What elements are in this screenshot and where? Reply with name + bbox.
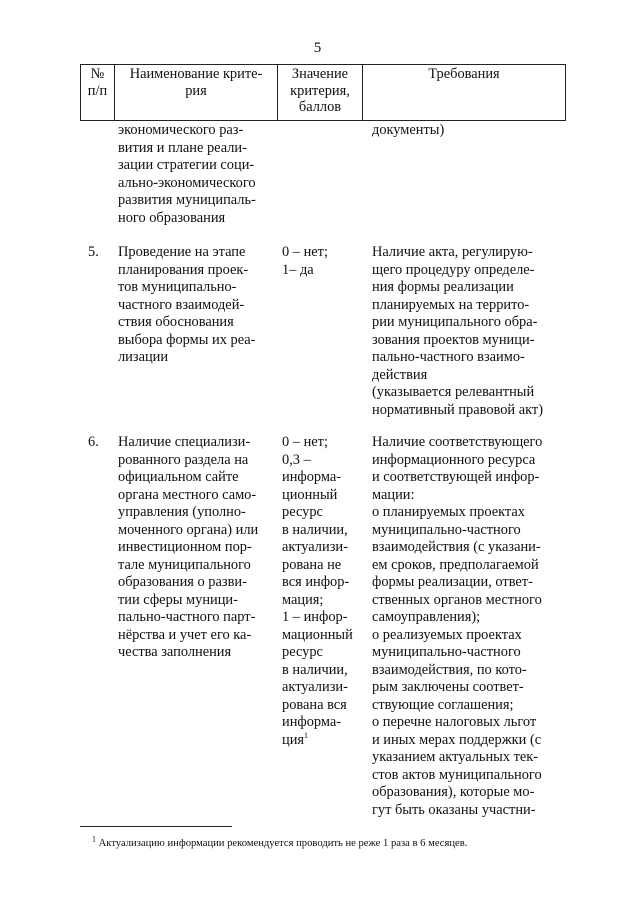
text-line: актуализи- — [282, 679, 348, 695]
text-line: о планируемых проектах — [372, 504, 525, 520]
text-line: и иных мерах поддержки (с — [372, 731, 542, 748]
text-line: мации: — [372, 486, 415, 503]
page-number: 5 — [313, 40, 322, 56]
text-line: ствующие соглашения; — [372, 696, 514, 713]
header-text: баллов — [298, 99, 342, 115]
text-line: в наличии, — [282, 521, 348, 538]
text-line — [282, 732, 362, 750]
text-line: чества заполнения — [118, 644, 232, 660]
text-line: стов актов муниципального — [372, 766, 542, 783]
text-line: самоуправления); — [372, 609, 481, 625]
text-line: официальном сайте — [118, 469, 239, 485]
row-number: 6. — [88, 434, 99, 450]
header-num — [81, 65, 115, 121]
text-line: действия — [372, 366, 428, 383]
text-line: (указывается релевантный — [372, 384, 535, 400]
text-line: муниципально-частного — [372, 644, 521, 660]
header-text: Значение — [291, 66, 349, 82]
text-line: планирования проек- — [118, 261, 249, 278]
text-line: о реализуемых проектах — [372, 626, 522, 643]
text-line: образования о разви- — [118, 574, 247, 590]
text-line: пально-частного парт- — [118, 609, 256, 625]
footnote-mark: 1 — [92, 834, 96, 844]
text-line: информационного ресурса — [372, 451, 536, 468]
text-line: щего процедуру определе- — [372, 261, 535, 278]
footnote — [92, 834, 468, 849]
text-line: информа- — [282, 469, 342, 485]
text-line: зации стратегии соци- — [118, 157, 255, 173]
header-text: п/п — [87, 82, 108, 99]
text-line: развития муниципаль- — [118, 192, 256, 208]
text-line: пально-частного взаимо- — [372, 349, 525, 365]
text-fragment: ция — [282, 731, 305, 748]
text-line: нёрства и учет его ка- — [118, 626, 252, 643]
text-line: 0 – нет; — [282, 244, 328, 260]
text-line: управления (уполно- — [118, 504, 246, 520]
text-line: тии сферы муници- — [118, 591, 238, 608]
text-line: Наличие соответствующего — [372, 434, 543, 450]
header-name — [115, 65, 278, 121]
criterion-req-cell — [372, 434, 555, 819]
text-line: 0,3 – — [282, 451, 311, 468]
criterion-name-cell — [118, 244, 268, 367]
text-line: документы) — [372, 122, 445, 138]
text-line: взаимодействия, по кото- — [372, 661, 527, 678]
footnote-mark: 1 — [304, 730, 309, 740]
text-line: частного взаимодей- — [118, 296, 245, 313]
header-text: критерия, — [290, 82, 350, 99]
header-text: Наименование крите- — [129, 66, 263, 82]
text-line: выбора формы их реа- — [118, 331, 256, 348]
criterion-value-cell — [282, 434, 362, 749]
text-line: о перечне налоговых льгот — [372, 714, 537, 730]
text-line: инвестиционном пор- — [118, 539, 252, 555]
footnote-text: Актуализацию информации рекомендуется проводить не реже 1 раза в 6 месяцев. — [98, 838, 468, 849]
text-line: Наличие специализи- — [118, 434, 251, 450]
text-line: 1– да — [282, 261, 314, 278]
text-line: органа местного само- — [118, 486, 257, 503]
row-number: 5. — [88, 244, 99, 260]
text-line: тов муниципально- — [118, 279, 237, 295]
text-line: мация; — [282, 591, 324, 608]
text-line: ально-экономического — [118, 174, 256, 191]
header-requirements — [363, 65, 566, 121]
text-line: мационный — [282, 626, 353, 643]
continued-req-cell — [372, 122, 555, 140]
text-line: в наличии, — [282, 661, 348, 678]
text-line: Наличие акта, регулирую- — [372, 244, 533, 260]
footnote-divider — [80, 826, 232, 827]
text-line: Проведение на этапе — [118, 244, 246, 260]
text-line: ем сроков, предполагаемой — [372, 556, 539, 573]
text-line: нормативный правовой акт) — [372, 401, 543, 418]
text-line: рована вся — [282, 696, 347, 713]
text-line: рованного раздела на — [118, 451, 249, 468]
text-line: ционный — [282, 486, 338, 503]
text-line: взаимодействия (с указани- — [372, 539, 541, 555]
text-line: рым заключены соответ- — [372, 679, 524, 695]
text-line: вся инфор- — [282, 574, 350, 590]
header-value — [278, 65, 363, 121]
text-line: 1 – инфор- — [282, 609, 348, 625]
text-line: и соответствующей инфор- — [372, 469, 540, 485]
text-line: формы реализации, ответ- — [372, 574, 533, 590]
text-line: гут быть оказаны участни- — [372, 801, 536, 818]
text-line: вития и плане реали- — [118, 139, 247, 156]
text-line: тале муниципального — [118, 556, 251, 573]
text-line: ствия обоснования — [118, 314, 234, 330]
text-line: рована не — [282, 556, 342, 573]
text-line: ресурс — [282, 504, 323, 520]
continued-name-cell — [118, 122, 268, 227]
text-line: рии муниципального обра- — [372, 314, 538, 330]
criterion-name-cell — [118, 434, 268, 662]
header-text: Требования — [428, 66, 500, 82]
criterion-req-cell — [372, 244, 555, 419]
text-line: указанием актуальных тек- — [372, 749, 539, 765]
text-line: актуализи- — [282, 539, 348, 555]
text-line: муниципально-частного — [372, 521, 521, 538]
text-line: планируемых на террито- — [372, 296, 530, 313]
text-line: ственных органов местного — [372, 591, 542, 608]
text-line: зования проектов муници- — [372, 331, 535, 348]
text-line: информа- — [282, 714, 342, 730]
header-text: рия — [185, 82, 207, 99]
text-line: лизации — [118, 349, 169, 365]
text-line: экономического раз- — [118, 122, 244, 138]
criterion-value-cell — [282, 244, 362, 279]
text-line: ного образования — [118, 209, 226, 226]
criteria-table-header — [80, 64, 566, 121]
text-line: ресурс — [282, 644, 323, 660]
text-line: 0 – нет; — [282, 434, 328, 450]
text-line: ния формы реализации — [372, 279, 514, 295]
header-text: № — [90, 66, 105, 82]
text-line: моченного органа) или — [118, 521, 259, 538]
text-line: образования), которые мо- — [372, 784, 535, 800]
